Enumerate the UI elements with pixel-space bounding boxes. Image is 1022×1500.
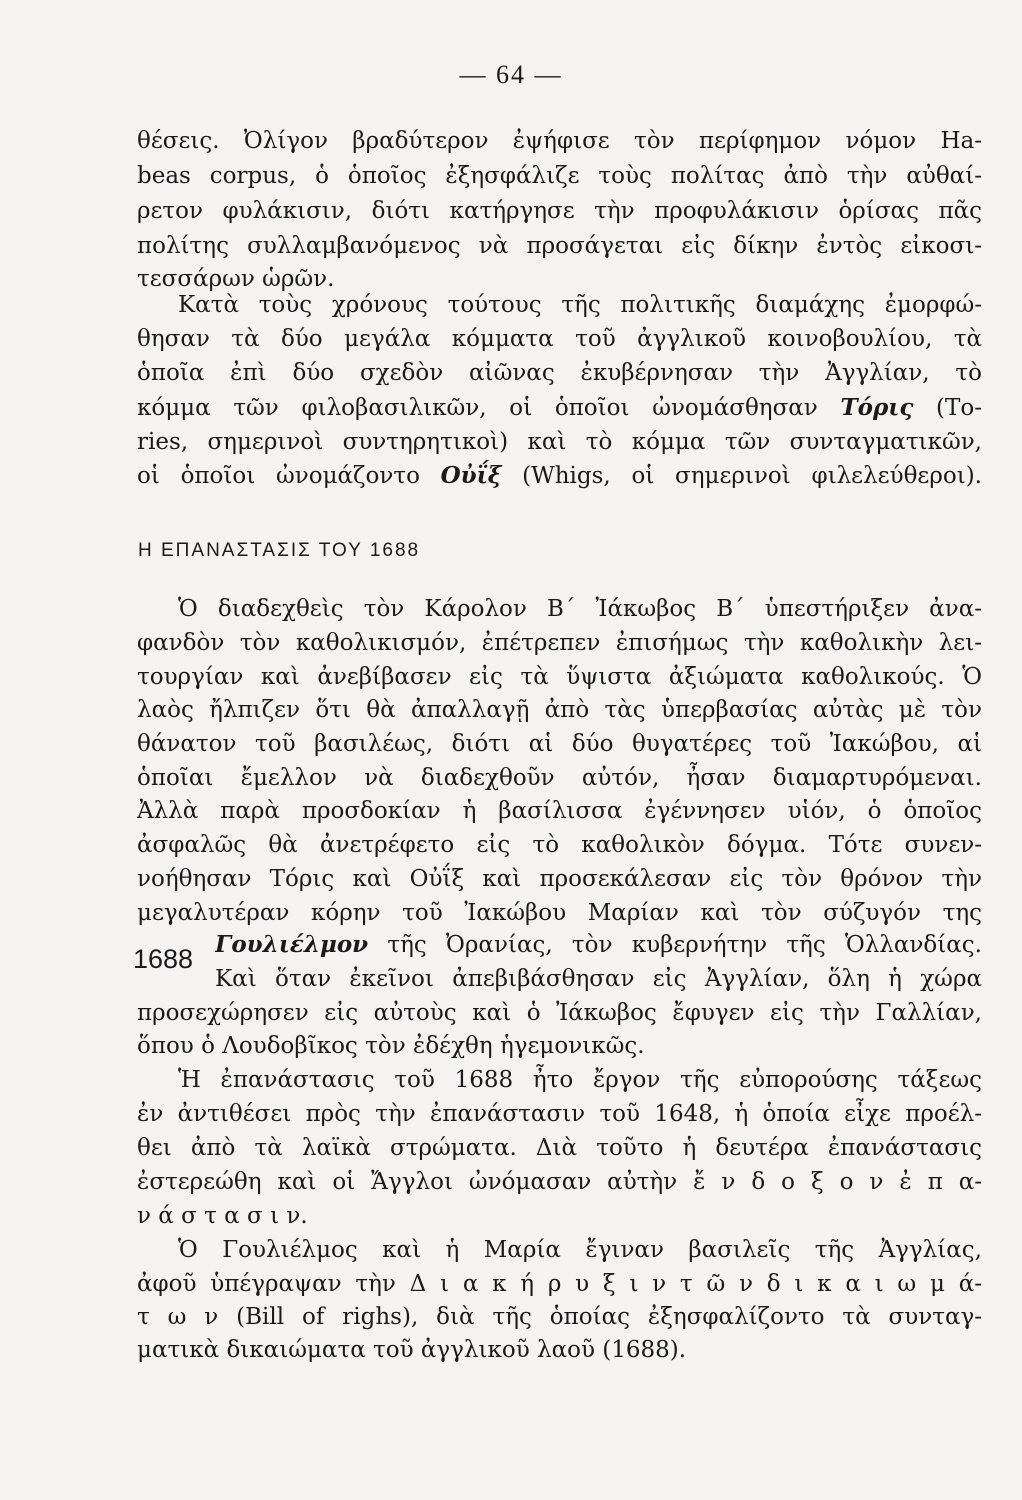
text-line: ὅπου ὁ Λουδοβῖκος τὸν ἐδέχθη ἡγεμονικῶς.: [137, 1033, 645, 1059]
text-line: [137, 391, 982, 425]
text-line: ὁποῖαι ἔμελλον νὰ διαδεχθοῦν αὐτόν, ἦσαν διαμαρτυρόμεναι.: [137, 765, 982, 791]
text-line: πολίτης συλλαμβανόμενος νὰ προσάγεται εἰς δίκην ἐντὸς εἰκοσι-: [137, 233, 982, 259]
section-heading: Η ΕΠΑΝΑΣΤΑΣΙΣ ΤΟΥ 1688: [138, 540, 421, 561]
text-line: λαὸς ἤλπιζεν ὅτι θὰ ἀπαλλαγῇ ἀπὸ τὰς ὑπερβασίας αὐτὰς μὲ τὸν: [137, 697, 982, 723]
emphasis-whigs: Οὐΐξ: [440, 462, 502, 489]
text-line: τ ω ν (Bill of righs), διὰ τῆς ὁποίας ἐξησφαλίζοντο τὰ συνταγ-: [137, 1304, 982, 1330]
text-run: (Whigs, οἱ σημερινοὶ φιλελεύθεροι).: [501, 463, 982, 489]
emphasis-william: Γουλιέλμον: [215, 931, 369, 958]
text-line: Καὶ ὅταν ἐκεῖνοι ἀπεβιβάσθησαν εἰς Ἀγγλίαν, ὅλη ἡ χώρα: [215, 966, 982, 992]
text-line: τεσσάρων ὡρῶν.: [137, 266, 335, 292]
text-line: φανδὸν τὸν καθολικισμόν, ἐπέτρεπεν ἐπισήμως τὴν καθολικὴν λει-: [137, 630, 982, 656]
text-line: Ὁ διαδεχθεὶς τὸν Κάρολον Β΄ Ἰάκωβος Β΄ ὑπεστήριξεν ἀνα-: [178, 596, 982, 622]
text-line: ἀφοῦ ὑπέγραψαν τὴν Δ ι α κ ή ρ υ ξ ι ν τ ῶ ν δ ι κ α ι ω μ ά-: [137, 1271, 982, 1297]
text-line: [137, 459, 982, 493]
text-line: τουργίαν καὶ ἀνεβίβασεν εἰς τὰ ὕψιστα ἀξιώματα καθολικούς. Ὁ: [137, 664, 982, 690]
margin-year: 1688: [133, 944, 194, 974]
text-line: ὁποῖα ἐπὶ δύο σχεδὸν αἰῶνας ἐκυβέρνησαν τὴν Ἀγγλίαν, τὸ: [137, 360, 982, 386]
text-line: θει ἀπὸ τὰ λαϊκὰ στρώματα. Διὰ τοῦτο ἡ δευτέρα ἐπανάστασις: [137, 1135, 982, 1161]
text-line: θησαν τὰ δύο μεγάλα κόμματα τοῦ ἀγγλικοῦ κοινοβουλίου, τὰ: [137, 326, 982, 352]
text-line: ρετον φυλάκισιν, διότι κατήργησε τὴν προφυλάκισιν ὁρίσας πᾶς: [137, 198, 982, 224]
emphasis-tories: Τόρις: [840, 394, 914, 421]
text-line: ν ά σ τ α σ ι ν.: [137, 1203, 308, 1229]
page-number: — 64 —: [459, 60, 563, 89]
text-line: Ὁ Γουλιέλμος καὶ ἡ Μαρία ἔγιναν βασιλεῖς τῆς Ἀγγλίας,: [178, 1237, 982, 1263]
text-line: Ἡ ἐπανάστασις τοῦ 1688 ἦτο ἔργον τῆς εὐπορούσης τάξεως: [178, 1067, 982, 1093]
text-line: Κατὰ τοὺς χρόνους τούτους τῆς πολιτικῆς διαμάχης ἐμορφώ-: [178, 292, 982, 318]
text-run: τῆς Ὀρανίας, τὸν κυβερνήτην τῆς Ὁλλανδίας.: [368, 932, 982, 958]
text-line: beas corpus, ὁ ὁποῖος ἐξησφάλιζε τοὺς πολίτας ἀπὸ τὴν αὐθαί-: [137, 163, 982, 189]
text-line: ἐστερεώθη καὶ οἱ Ἄγγλοι ὠνόμασαν αὐτὴν ἔ ν δ ο ξ ο ν ἐ π α-: [137, 1169, 982, 1195]
text-line: ἀσφαλῶς θὰ ἀνετρέφετο εἰς τὸ καθολικὸν δόγμα. Τότε συνεν-: [137, 832, 982, 858]
text-line: νοήθησαν Τόρις καὶ Οὐΐξ καὶ προσεκάλεσαν εἰς τὸν θρόνον τὴν: [137, 866, 982, 892]
text-run: κόμμα τῶν φιλοβασιλικῶν, οἱ ὁποῖοι ὠνομάσθησαν: [137, 395, 841, 421]
text-line: Ἀλλὰ παρὰ προσδοκίαν ἡ βασίλισσα ἐγέννησεν υἱόν, ὁ ὁποῖος: [137, 798, 982, 824]
text-line: ματικὰ δικαιώματα τοῦ ἀγγλικοῦ λαοῦ (1688).: [137, 1337, 687, 1363]
text-line: [215, 928, 982, 962]
text-line: θέσεις. Ὀλίγον βραδύτερον ἐψήφισε τὸν περίφημον νόμον Ha-: [137, 128, 982, 154]
text-line: μεγαλυτέραν κόρην τοῦ Ἰακώβου Μαρίαν καὶ τὸν σύζυγόν της: [137, 900, 982, 926]
text-run: οἱ ὁποῖοι ὠνομάζοντο: [137, 463, 441, 489]
text-run: (Το-: [913, 395, 982, 421]
text-line: ries, σημερινοὶ συντηρητικοὶ) καὶ τὸ κόμμα τῶν συνταγματικῶν,: [137, 429, 982, 455]
text-line: ἐν ἀντιθέσει πρὸς τὴν ἐπανάστασιν τοῦ 1648, ἡ ὁποία εἶχε προέλ-: [137, 1101, 982, 1127]
text-line: προσεχώρησεν εἰς αὐτοὺς καὶ ὁ Ἰάκωβος ἔφυγεν εἰς τὴν Γαλλίαν,: [137, 1000, 982, 1026]
text-line: θάνατον τοῦ βασιλέως, διότι αἱ δύο θυγατέρες τοῦ Ἰακώβου, αἱ: [137, 731, 982, 757]
